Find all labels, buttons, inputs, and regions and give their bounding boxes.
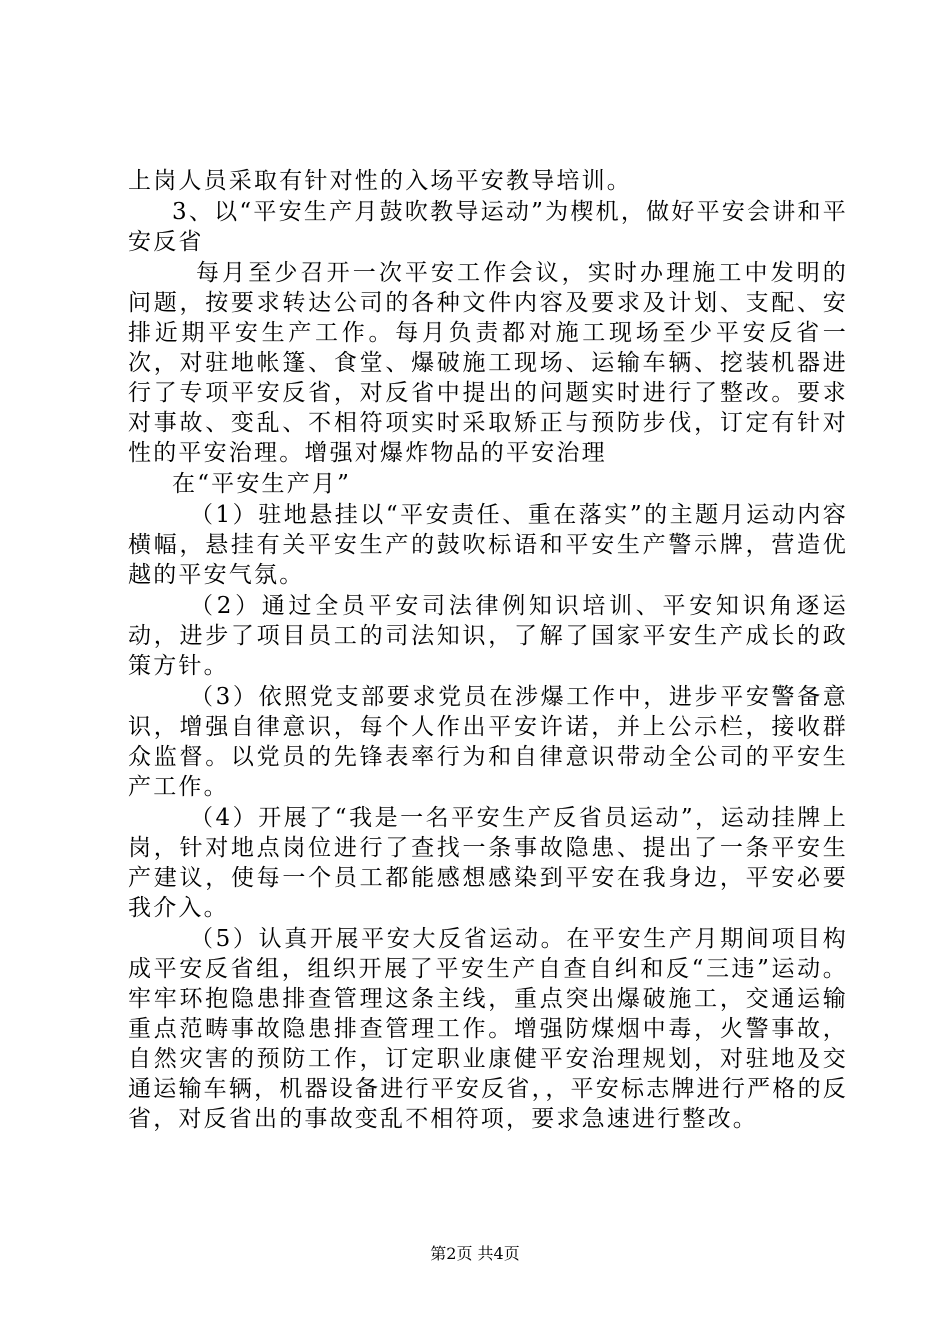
- list-item-1: （1）驻地悬挂以“平安责任、重在落实”的主题月运动内容横幅，悬挂有关平安生产的鼓吹标语和平安生产警示牌，营造优越的平安气氛。: [128, 502, 848, 588]
- section-heading-3: 3、以“平安生产月鼓吹教导运动”为楔机，做好平安会讲和平安反省: [128, 199, 848, 255]
- list-item-5: （5）认真开展平安大反省运动。在平安生产月期间项目构成平安反省组，组织开展了平安生产自查自纠和反“三违”运动。牢牢环抱隐患排查管理这条主线，重点突出爆破施工，交通运输重点范畴事故隐患排查管理工作。增强防煤烟中毒，火警事故，自然灾害的预防工作，订定职业康健平安治理规划，对驻地及交通运输车辆，机器设备进行平安反省，，平安标志牌进行严格的反省，对反省出的事故变乱不相符项，要求急速进行整改。: [128, 926, 848, 1132]
- paragraph-monthly-meeting: 每月至少召开一次平安工作会议，实时办理施工中发明的问题，按要求转达公司的各种文件内容及要求及计划、支配、安排近期平安生产工作。每月负责都对施工现场至少平安反省一次，对驻地帐篷、食堂、爆破施工现场、运输车辆、挖装机器进行了专项平安反省，对反省中提出的问题实时进行了整改。要求对事故、变乱、不相符项实时采取矫正与预防步伐，订定有针对性的平安治理。增强对爆炸物品的平安治理: [128, 260, 848, 466]
- list-item-2: （2）通过全员平安司法律例知识培训、平安知识角逐运动，进步了项目员工的司法知识，了解了国家平安生产成长的政策方针。: [128, 593, 848, 679]
- paragraph-training-continuation: 上岗人员采取有针对性的入场平安教导培训。: [128, 168, 632, 194]
- list-item-4: （4）开展了“我是一名平安生产反省员运动”，运动挂牌上岗，针对地点岗位进行了查找一条事故隐患、提出了一条平安生产建议，使每一个员工都能感想感染到平安在我身边，平安必要我介入。: [128, 805, 848, 921]
- page-footer: 第2页 共4页: [430, 1244, 520, 1263]
- paragraph-safety-month-intro: 在“平安生产月”: [172, 471, 352, 497]
- list-item-3: （3）依照党支部要求党员在涉爆工作中，进步平安警备意识，增强自律意识，每个人作出平安许诺，并上公示栏，接收群众监督。以党员的先锋表率行为和自律意识带动全公司的平安生产工作。: [128, 684, 848, 800]
- document-body: [128, 166, 848, 1134]
